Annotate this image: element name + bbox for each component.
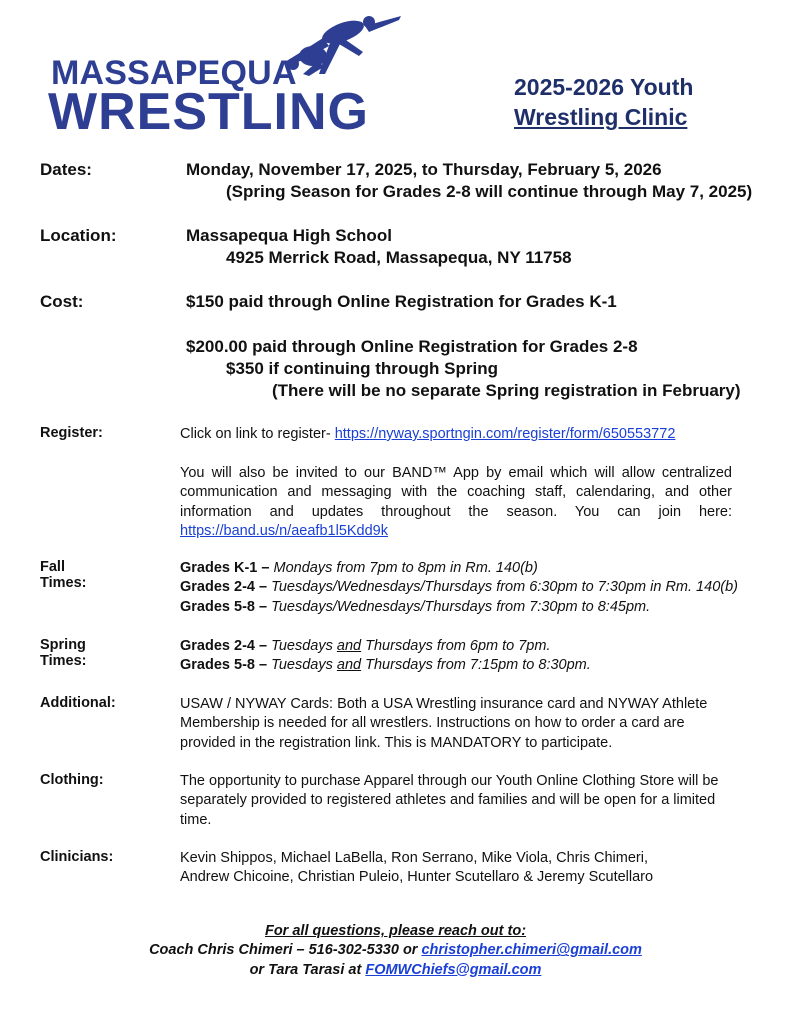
band-link[interactable]: https://band.us/n/aeafb1l5Kdd9k	[180, 522, 388, 539]
fall-times-label: Fall Times:	[40, 559, 87, 591]
spring-times-label: Spring Times:	[40, 637, 87, 669]
additional-text: USAW / NYWAY Cards: Both a USA Wrestling insurance card and NYWAY Athlete Membership is needed for all wrestlers. Instructions on how to order a card are provided in the registration link. This is MANDATORY to participate.	[180, 696, 708, 751]
registration-link[interactable]: https://nyway.sportngin.com/register/form/650553772	[334, 426, 676, 442]
clinic-title-line1: 2025-2026 Youth	[514, 74, 694, 100]
fall-row-detail: Tuesdays/Wednesdays/Thursdays from 6:30pm to 7:30pm in Rm. 140(b)	[271, 579, 738, 596]
clothing-label: Clothing:	[40, 772, 104, 788]
dates-label: Dates:	[40, 160, 92, 179]
clinicians-line1: Kevin Shippos, Michael LaBella, Ron Serrano, Mike Viola, Chris Chimeri,	[180, 850, 648, 866]
fall-row-grade: Grades 2-4 –	[180, 579, 272, 596]
register-prefix: Click on link to register-	[180, 426, 335, 442]
clinic-title-line2: Wrestling Clinic	[514, 104, 688, 130]
spring-row-and: and	[336, 657, 362, 674]
location-label: Location:	[40, 226, 117, 245]
spring-row-grade: Grades 2-4 –	[180, 638, 272, 654]
cost-line4: (There will be no separate Spring registration in February)	[272, 381, 741, 400]
fall-row	[180, 559, 791, 578]
clinicians-list	[180, 849, 732, 888]
cost-line2: $200.00 paid through Online Registration for Grades 2-8	[186, 337, 638, 356]
logo-line2: WRESTLING	[48, 83, 369, 141]
register-line	[180, 425, 732, 444]
cost-line1: $150 paid through Online Registration for Grades K-1	[186, 292, 617, 311]
dates-line1: Monday, November 17, 2025, to Thursday, February 5, 2026	[186, 160, 662, 179]
clinic-title	[514, 72, 693, 132]
fall-times-list	[180, 559, 791, 617]
location-line2: 4925 Merrick Road, Massapequa, NY 11758	[226, 248, 572, 267]
tara-email-link[interactable]: FOMWChiefs@gmail.com	[365, 961, 542, 978]
coach-contact	[0, 941, 791, 960]
fall-row-detail: Mondays from 7pm to 8pm in Rm. 140(b)	[273, 560, 538, 576]
band-paragraph	[180, 464, 732, 541]
dates-line2: (Spring Season for Grades 2-8 will continue through May 7, 2025)	[226, 182, 753, 201]
logo-line1: MASSAPEQUA	[51, 54, 297, 92]
spring-row-grade: Grades 5-8 –	[180, 657, 272, 674]
massapequa-wrestling-logo	[48, 10, 388, 141]
spring-row-days: Tuesdays	[271, 657, 337, 674]
coach-contact-text: Coach Chris Chimeri – 516-302-5330 or	[149, 942, 422, 959]
tara-contact	[0, 961, 791, 980]
spring-times-list	[180, 637, 732, 676]
fall-row-grade: Grades 5-8 –	[180, 598, 272, 615]
spring-row-and: and	[336, 638, 362, 654]
additional-label: Additional:	[40, 695, 116, 711]
spring-row-days: Tuesdays	[271, 638, 337, 654]
contact-footer	[0, 922, 791, 980]
clinicians-label: Clinicians:	[40, 849, 114, 865]
cost-line3: $350 if continuing through Spring	[226, 359, 498, 378]
clothing-text: The opportunity to purchase Apparel through our Youth Online Clothing Store will be separately provided to registered athletes and families and will be open for a limited time.	[180, 773, 719, 828]
spring-row	[180, 637, 732, 656]
location-line1: Massapequa High School	[186, 226, 392, 245]
spring-row-time: Thursdays from 7:15pm to 8:30pm.	[361, 657, 591, 674]
fall-row	[180, 578, 791, 597]
register-label: Register:	[40, 425, 103, 441]
tara-contact-text: or Tara Tarasi at	[249, 961, 366, 978]
fall-row-detail: Tuesdays/Wednesdays/Thursdays from 7:30pm to 8:45pm.	[271, 598, 651, 615]
cost-label: Cost:	[40, 292, 84, 311]
spring-row-time: Thursdays from 6pm to 7pm.	[361, 638, 551, 654]
contact-heading: For all questions, please reach out to:	[264, 923, 527, 939]
band-text: You will also be invited to our BAND™ App by email which will allow centralized communication and messaging with the coaching staff, calendaring, and other information and updates throughout the season. You can join here:	[180, 465, 732, 520]
clinicians-line2: Andrew Chicoine, Christian Puleio, Hunter Scutellaro & Jeremy Scutellaro	[180, 869, 654, 886]
fall-row	[180, 598, 791, 617]
coach-email-link[interactable]: christopher.chimeri@gmail.com	[421, 942, 642, 959]
fall-row-grade: Grades K-1 –	[180, 560, 274, 576]
spring-row	[180, 656, 732, 675]
